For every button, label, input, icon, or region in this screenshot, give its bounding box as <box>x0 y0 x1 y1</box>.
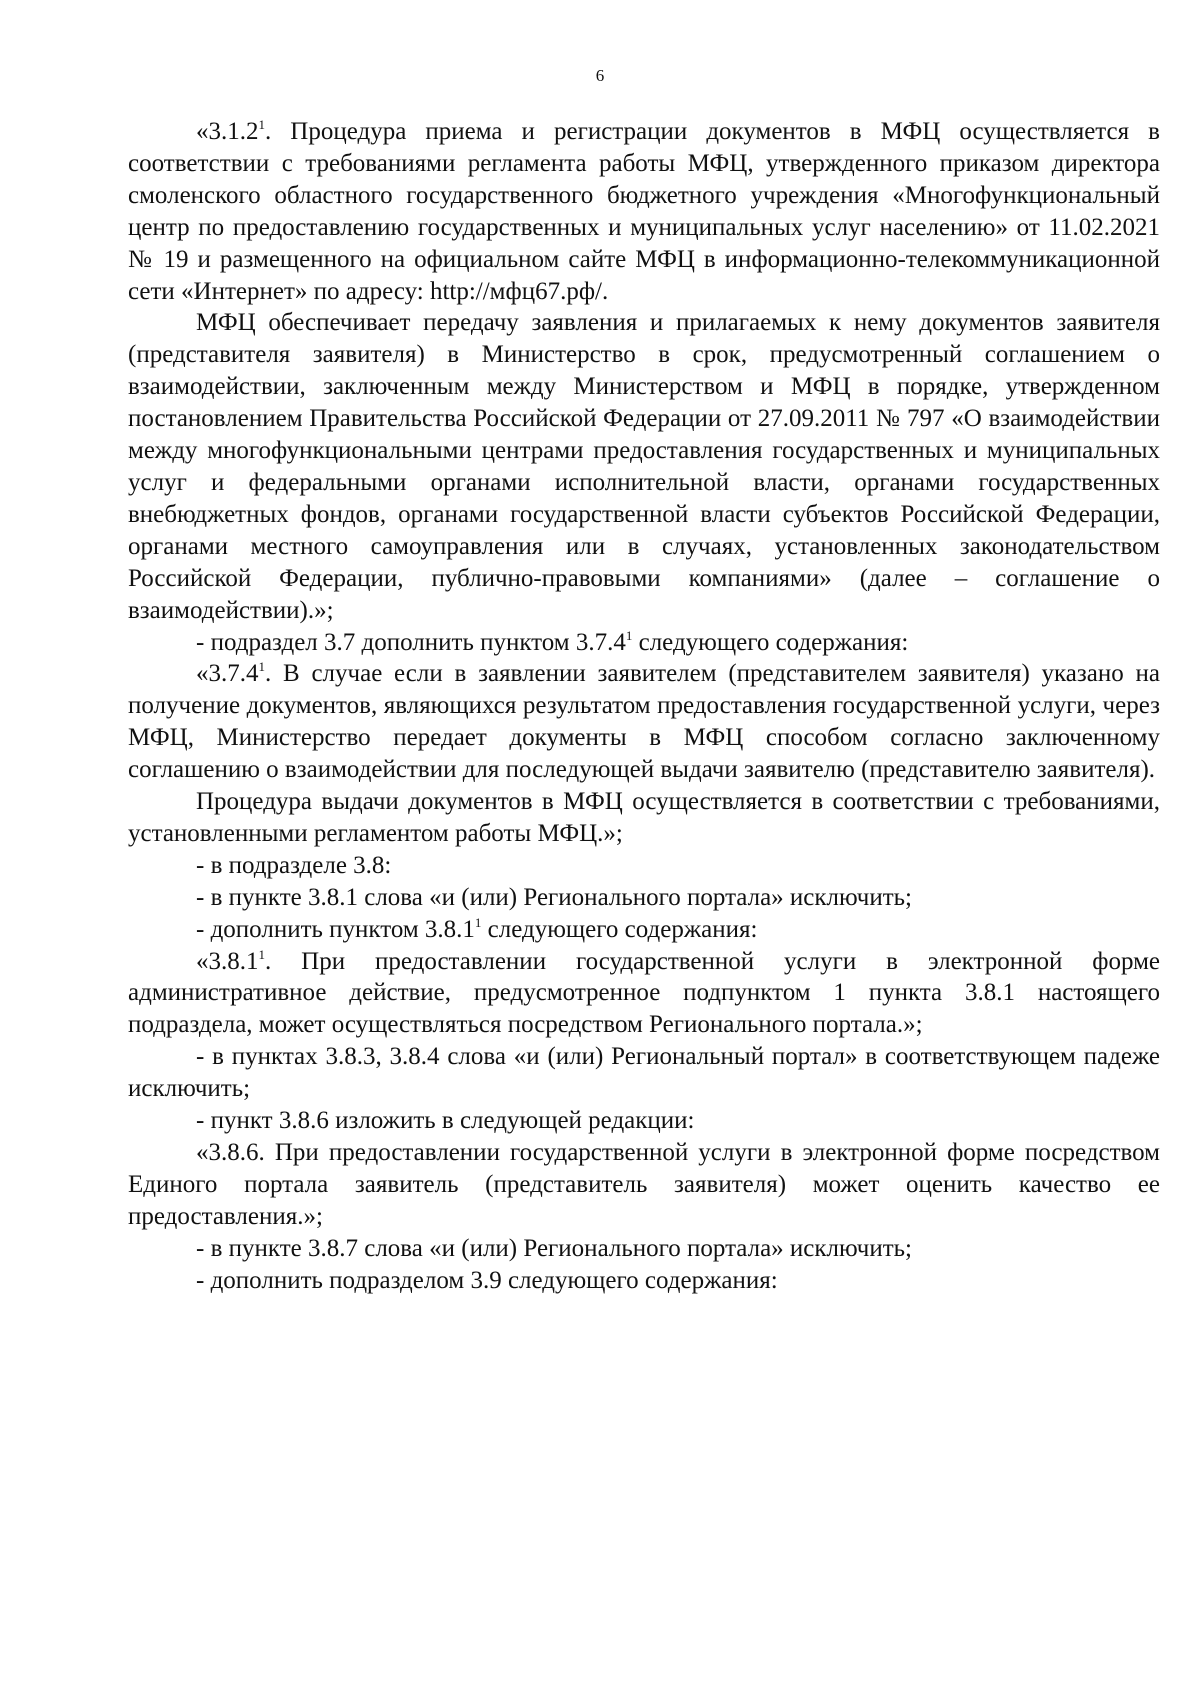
superscript-index: 1 <box>258 659 265 675</box>
document-body <box>128 116 1160 1297</box>
superscript-index: 1 <box>625 627 633 643</box>
paragraph-text-end: . При предоставлении государственной услуги в электронной форме административное действие, предусмотренное подпунктом 1 пункта 3.8.1 настоящего подраздела, может осуществляться посредством Регионального портала.»; <box>128 947 1160 1039</box>
paragraph-text-end: . В случае если в заявлении заявителем (представителем заявителя) указано на получение документов, являющихся результатом предоставления государственной услуги, через МФЦ, Министерство передает документы в МФЦ способом согласно заключенному соглашению о взаимодействии для последующей выдачи заявителю (представителю заявителя). <box>128 660 1160 784</box>
paragraph-items-3-8-3-3-8-4: - в пунктах 3.8.3, 3.8.4 слова «и (или) Региональный портал» в соответствующем падеже исключить; <box>128 1043 1160 1103</box>
paragraph-text-start: - дополнить пунктом 3.8.1 <box>196 915 475 943</box>
paragraph-item-3-8-6-amendment: - пункт 3.8.6 изложить в следующей редакции: <box>196 1107 695 1135</box>
paragraph-3-7-4-1 <box>128 658 1160 786</box>
paragraph-item-3-8-1-amendment: - в пункте 3.8.1 слова «и (или) Регионального портала» исключить; <box>196 883 912 911</box>
page-number: 6 <box>595 66 605 85</box>
paragraph-text-start: «3.7.4 <box>196 660 259 688</box>
paragraph-item-3-8-7-amendment: - в пункте 3.8.7 слова «и (или) Регионального портала» исключить; <box>196 1234 912 1262</box>
paragraph-3-1-2-1 <box>128 116 1160 307</box>
paragraph-text-end: следующего содержания: <box>632 628 909 656</box>
paragraph-text-start: - подраздел 3.7 дополнить пунктом 3.7.4 <box>196 628 626 656</box>
paragraph-text-end: . Процедура приема и регистрации документов в МФЦ осуществляется в соответствии с требованиями регламента работы МФЦ, утвержденного приказом директора смоленского областного государственного бюджетного учреждения «Многофункциональный центр по предоставлению государственных и муниципальных услуг населению» от 11.02.2021 № 19 и размещенного на официальном сайте МФЦ в информационно-телекоммуникационной сети «Интернет» по адресу: http://мфц67.рф/. <box>128 118 1160 305</box>
paragraph-3-8-6: «3.8.6. При предоставлении государственной услуги в электронной форме посредством Единого портала заявитель (представитель заявителя) может оценить качество ее предоставления.»; <box>128 1139 1160 1230</box>
paragraph-subsection-3-8: - в подразделе 3.8: <box>196 851 392 879</box>
paragraph-text-end: следующего содержания: <box>481 915 758 943</box>
paragraph-subsection-3-7-amendment <box>128 627 1160 659</box>
paragraph-3-8-1-1 <box>128 946 1160 1042</box>
paragraph-text-start: «3.1.2 <box>196 118 259 145</box>
paragraph-add-subsection-3-9: - дополнить подразделом 3.9 следующего содержания: <box>196 1266 778 1294</box>
superscript-index: 1 <box>258 117 265 132</box>
paragraph-issue-procedure: Процедура выдачи документов в МФЦ осуществляется в соответствии с требованиями, установленными регламентом работы МФЦ.»; <box>128 788 1160 847</box>
superscript-index: 1 <box>474 914 482 930</box>
superscript-index: 1 <box>258 946 265 962</box>
paragraph-text-start: «3.8.1 <box>196 947 259 975</box>
paragraph-mfc-transfer: МФЦ обеспечивает передачу заявления и прилагаемых к нему документов заявителя (представителя заявителя) в Министерство в срок, предусмотренный соглашением о взаимодействии, заключенным между Министерством и МФЦ в порядке, утвержденном постановлением Правительства Российской Федерации от 27.09.2011 № 797 «О взаимодействии между многофункциональными центрами предоставления государственных и муниципальных услуг и федеральными органами исполнительной власти, органами государственных внебюджетных фондов, органами государственной власти субъектов Российской Федерации, органами местного самоуправления или в случаях, установленных законодательством Российской Федерации, публично-правовыми компаниями» (далее – соглашение о взаимодействии).»; <box>128 309 1160 624</box>
paragraph-add-item-3-8-1-1 <box>128 914 1160 946</box>
